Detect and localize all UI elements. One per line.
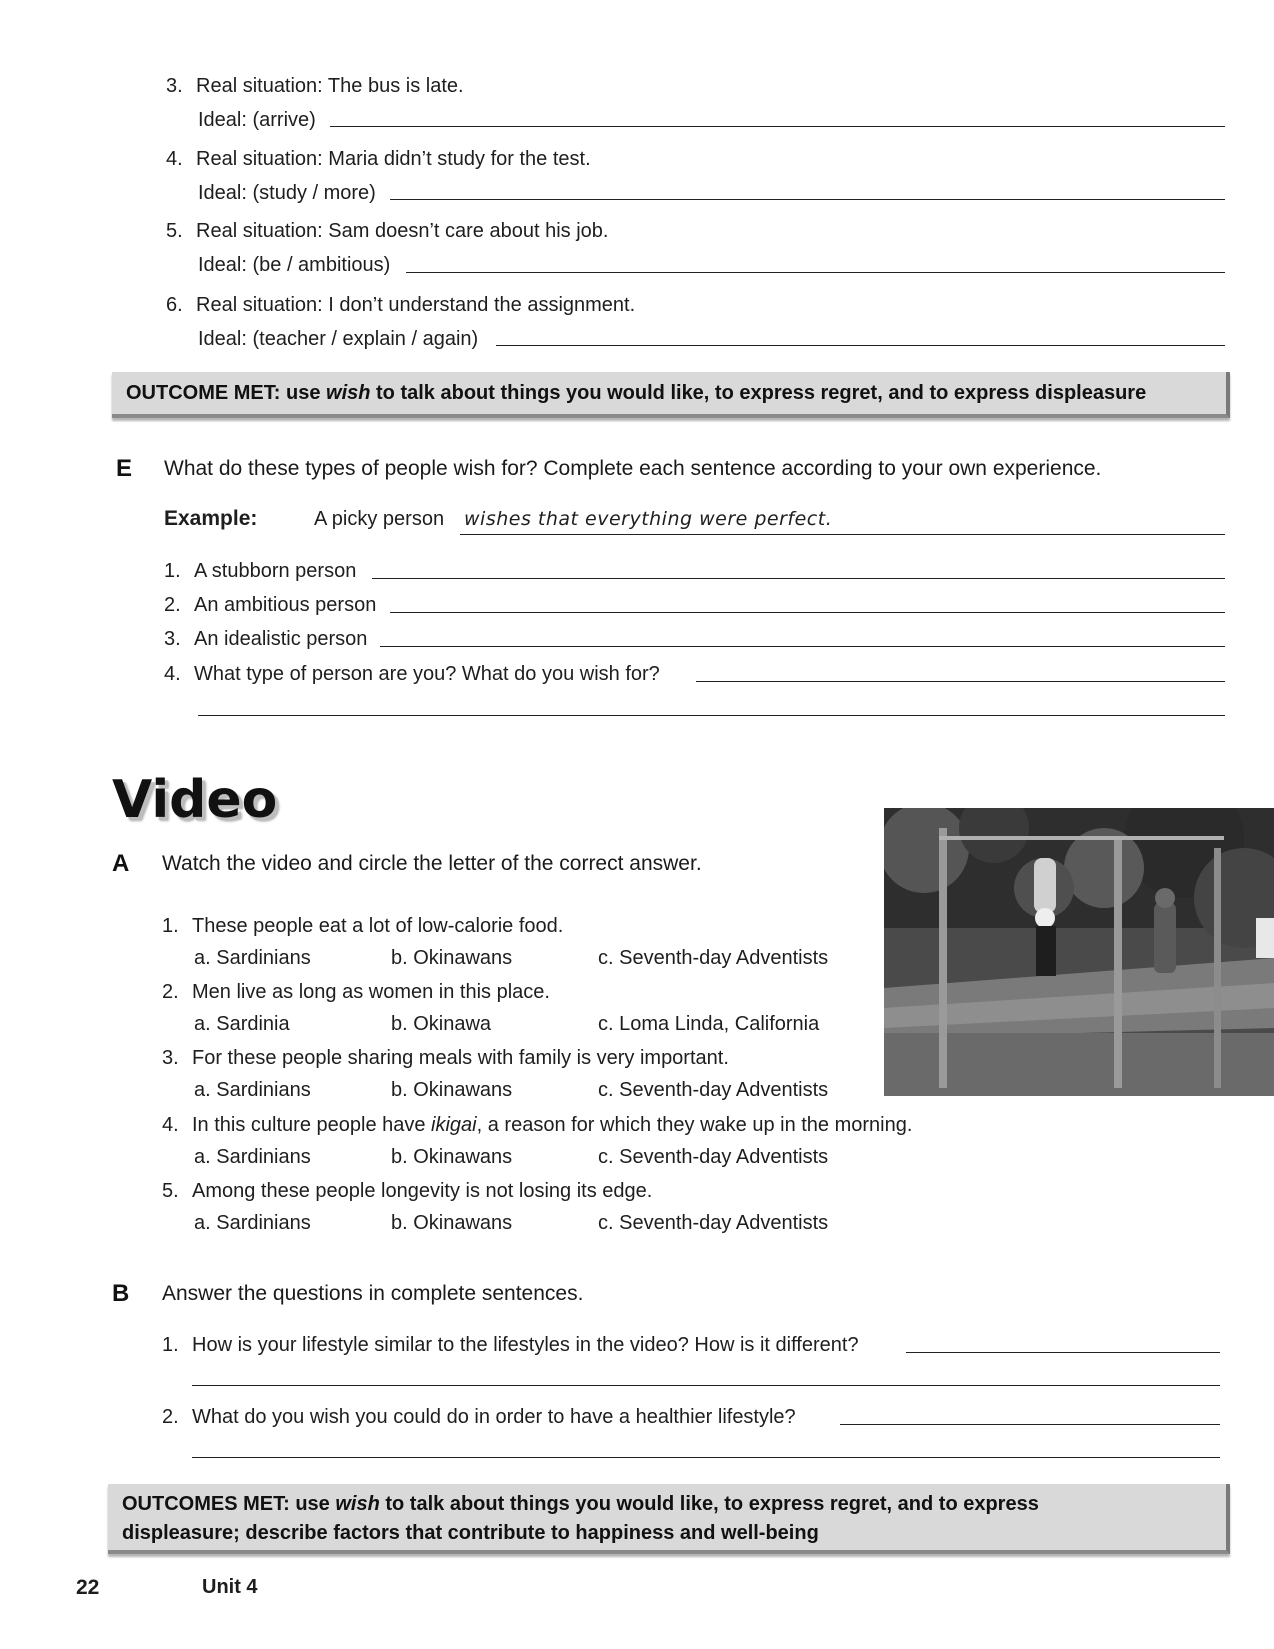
ideal-label: Ideal: (study / more) [198, 182, 376, 204]
outcome-wish: wish [326, 382, 371, 404]
question-number: 4. [162, 1114, 179, 1136]
answer-line[interactable] [198, 715, 1225, 716]
item-number: 2. [164, 594, 181, 616]
question-number: 3. [162, 1047, 179, 1069]
real-situation: Real situation: Sam doesn’t care about his job. [196, 220, 609, 242]
outcomes-line-1 [122, 1490, 1212, 1519]
option-b[interactable]: b. Okinawans [391, 947, 513, 969]
outcomes-wish: wish [335, 1493, 380, 1515]
answer-line[interactable] [906, 1352, 1220, 1353]
e-item [164, 662, 660, 686]
outcomes-line-2: displeasure; describe factors that contribute to happiness and well-being [122, 1522, 819, 1544]
outcome-banner [112, 372, 1230, 418]
option-a[interactable]: a. Sardinians [194, 1212, 311, 1234]
outcome-prefix: OUTCOME MET: use [126, 382, 327, 404]
option-c[interactable]: c. Seventh-day Adventists [598, 1146, 829, 1168]
real-situation: Real situation: I don’t understand the assignment. [196, 294, 636, 316]
question-number: 1. [162, 915, 179, 937]
video-heading: Video [112, 770, 278, 830]
outcomes-suffix: to talk about things you would like, to express regret, and to express [379, 1493, 1039, 1515]
question-text: These people eat a lot of low-calorie food. [192, 915, 564, 937]
question-text: Among these people longevity is not losing its edge. [192, 1180, 653, 1202]
item-number: 3. [166, 75, 183, 97]
option-c[interactable]: c. Seventh-day Adventists [598, 1079, 829, 1101]
section-e-instruction: What do these types of people wish for? Complete each sentence according to your own experience. [164, 457, 1102, 480]
exercise-photo [884, 808, 1274, 1096]
item-text: An idealistic person [194, 628, 368, 650]
question-text-before: In this culture people have [192, 1114, 432, 1136]
option-a[interactable]: a. Sardinians [194, 947, 311, 969]
question [162, 1113, 912, 1137]
item-number: 3. [164, 628, 181, 650]
item-number: 4. [166, 148, 183, 170]
question-text-after: , a reason for which they wake up in the morning. [476, 1114, 913, 1136]
video-b-instruction: Answer the questions in complete sentences. [162, 1282, 584, 1305]
answer-line[interactable] [406, 272, 1225, 273]
option-b[interactable]: b. Okinawans [391, 1146, 513, 1168]
d-item-4 [166, 147, 591, 171]
d-item-6 [166, 293, 635, 317]
question [162, 1179, 652, 1203]
question [162, 1333, 859, 1357]
example-prompt: A picky person [314, 508, 445, 530]
option-a[interactable]: a. Sardinians [194, 1146, 311, 1168]
outcomes-prefix: OUTCOMES MET: use [122, 1493, 336, 1515]
question-text: How is your lifestyle similar to the lifestyles in the video? How is it different? [192, 1334, 859, 1356]
answer-line[interactable] [696, 681, 1225, 682]
real-situation: Real situation: The bus is late. [196, 75, 464, 97]
question [162, 914, 563, 938]
item-text: An ambitious person [194, 594, 377, 616]
section-letter-e: E [116, 455, 133, 482]
item-number: 4. [164, 663, 181, 685]
answer-line[interactable] [390, 199, 1225, 200]
e-item [164, 559, 356, 583]
example-answer-line [460, 534, 1225, 535]
item-number: 1. [164, 560, 181, 582]
question [162, 980, 550, 1004]
option-c[interactable]: c. Seventh-day Adventists [598, 1212, 829, 1234]
question-text: Men live as long as women in this place. [192, 981, 550, 1003]
question-number: 2. [162, 981, 179, 1003]
question-number: 2. [162, 1406, 179, 1428]
question-number: 1. [162, 1334, 179, 1356]
answer-line[interactable] [496, 345, 1225, 346]
example-label: Example: [164, 507, 258, 530]
question-text: For these people sharing meals with family is very important. [192, 1047, 729, 1069]
question [162, 1046, 729, 1070]
item-number: 5. [166, 220, 183, 242]
answer-line[interactable] [192, 1457, 1220, 1458]
ideal-label: Ideal: (be / ambitious) [198, 254, 391, 276]
video-a-instruction: Watch the video and circle the letter of the correct answer. [162, 852, 702, 875]
answer-line[interactable] [840, 1424, 1220, 1425]
d-item-5 [166, 219, 608, 243]
page-number: 22 [76, 1576, 100, 1599]
outcome-suffix: to talk about things you would like, to express regret, and to express displeasure [370, 382, 1147, 404]
e-item [164, 593, 376, 617]
option-c[interactable]: c. Loma Linda, California [598, 1013, 820, 1035]
item-text: A stubborn person [194, 560, 357, 582]
item-text: What type of person are you? What do you wish for? [194, 663, 660, 685]
photo-illustration [884, 808, 1274, 1096]
question [162, 1405, 796, 1429]
real-situation: Real situation: Maria didn’t study for the test. [196, 148, 591, 170]
example-answer: wishes that everything were perfect. [464, 508, 833, 530]
section-letter-b: B [112, 1280, 130, 1307]
item-number: 6. [166, 294, 183, 316]
outcomes-banner [108, 1484, 1230, 1554]
d-item-3 [166, 74, 464, 98]
answer-line[interactable] [372, 578, 1225, 579]
ideal-label: Ideal: (teacher / explain / again) [198, 328, 479, 350]
section-letter-a: A [112, 850, 130, 877]
ikigai-term: ikigai [431, 1114, 477, 1136]
unit-label: Unit 4 [202, 1576, 258, 1598]
answer-line[interactable] [330, 126, 1225, 127]
answer-line[interactable] [192, 1385, 1220, 1386]
option-a[interactable]: a. Sardinians [194, 1079, 311, 1101]
option-b[interactable]: b. Okinawans [391, 1079, 513, 1101]
ideal-label: Ideal: (arrive) [198, 109, 316, 131]
option-c[interactable]: c. Seventh-day Adventists [598, 947, 829, 969]
option-b[interactable]: b. Okinawa [391, 1013, 492, 1035]
answer-line[interactable] [390, 612, 1225, 613]
question-number: 5. [162, 1180, 179, 1202]
answer-line[interactable] [380, 646, 1225, 647]
question-text: What do you wish you could do in order to have a healthier lifestyle? [192, 1406, 796, 1428]
option-b[interactable]: b. Okinawans [391, 1212, 513, 1234]
e-item [164, 627, 367, 651]
option-a[interactable]: a. Sardinia [194, 1013, 290, 1035]
